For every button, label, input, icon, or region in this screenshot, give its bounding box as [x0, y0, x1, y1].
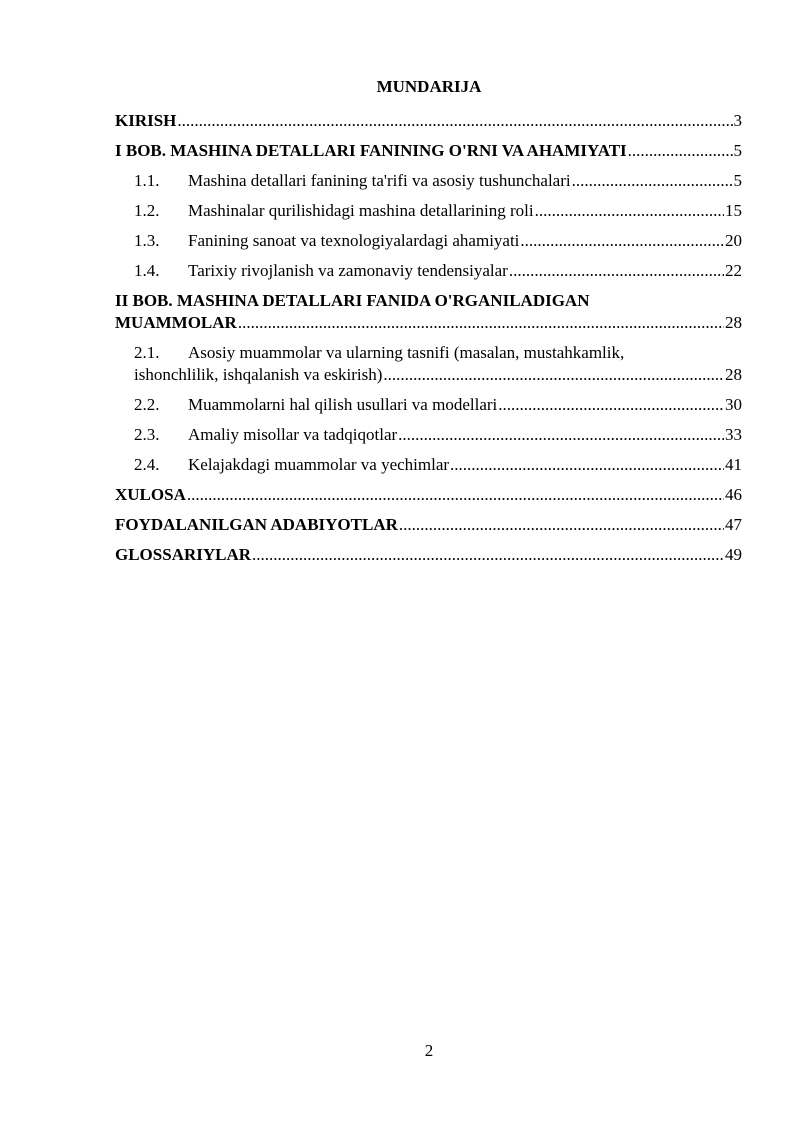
toc-entry-2-3[interactable]: [115, 424, 742, 446]
dot-leader: [498, 394, 724, 416]
toc-entry-page: 5: [733, 141, 742, 160]
dot-leader: [509, 260, 724, 282]
toc-entry-page: 47: [725, 515, 742, 534]
toc-entry-adabiyotlar[interactable]: [115, 514, 742, 536]
toc-entry-2-4[interactable]: [115, 454, 742, 476]
dot-leader: [238, 312, 724, 334]
dot-leader: [399, 514, 724, 536]
toc-entry-label-line2: MUAMMOLAR: [115, 313, 237, 332]
toc-entry-label: Muammolarni hal qilish usullari va modellari: [188, 395, 498, 414]
toc-title: MUNDARIJA: [376, 77, 482, 96]
toc-entry-label: Mashinalar qurilishidagi mashina detallarining roli: [188, 201, 534, 220]
toc-entry-page: 22: [725, 261, 742, 280]
toc-entry-label-line1: Asosiy muammolar va ularning tasnifi (masalan, mustahkamlik,: [188, 343, 625, 362]
toc-entry-page: 20: [725, 231, 742, 250]
dot-leader: [535, 200, 724, 222]
table-of-contents: [115, 110, 742, 574]
dot-leader: [252, 544, 724, 566]
toc-entry-number: 1.1.: [134, 171, 160, 190]
toc-entry-number: 2.3.: [134, 425, 160, 444]
toc-entry-xulosa[interactable]: [115, 484, 742, 506]
toc-entry-1-1[interactable]: [115, 170, 742, 192]
toc-entry-page: 30: [725, 395, 742, 414]
toc-entry-number: 2.2.: [134, 395, 160, 414]
toc-entry-1-4[interactable]: [115, 260, 742, 282]
toc-entry-label: Fanining sanoat va texnologiyalardagi ahamiyati: [188, 231, 520, 250]
dot-leader: [187, 484, 724, 506]
dot-leader: [572, 170, 733, 192]
toc-entry-page: 46: [725, 485, 742, 504]
toc-entry-page: 33: [725, 425, 742, 444]
toc-entry-1-3[interactable]: [115, 230, 742, 252]
toc-entry-page: 49: [725, 545, 742, 564]
dot-leader: [450, 454, 724, 476]
toc-entry-label-line1: II BOB. MASHINA DETALLARI FANIDA O'RGANILADIGAN: [115, 291, 590, 310]
dot-leader: [383, 364, 724, 386]
toc-entry-page: 28: [725, 365, 742, 384]
toc-entry-label: Mashina detallari fanining ta'rifi va asosiy tushunchalari: [188, 171, 571, 190]
toc-entry-label: XULOSA: [115, 485, 186, 504]
toc-entry-2-1[interactable]: [115, 342, 742, 386]
toc-entry-number: 1.4.: [134, 261, 160, 280]
toc-entry-label-line2: ishonchlilik, ishqalanish va eskirish): [134, 365, 383, 384]
toc-entry-glossariylar[interactable]: [115, 544, 742, 566]
dot-leader: [520, 230, 724, 252]
dot-leader: [628, 140, 733, 162]
toc-entry-page: 5: [733, 171, 742, 190]
toc-entry-page: 15: [725, 201, 742, 220]
toc-entry-chapter-2[interactable]: [115, 290, 742, 334]
toc-entry-page: 28: [725, 313, 742, 332]
toc-entry-label: GLOSSARIYLAR: [115, 545, 252, 564]
toc-entry-label: Amaliy misollar va tadqiqotlar: [188, 425, 398, 444]
toc-entry-label: KIRISH: [115, 111, 177, 130]
toc-entry-page: 41: [725, 455, 742, 474]
toc-entry-page: 3: [733, 111, 742, 130]
toc-entry-number: 2.1.: [134, 343, 160, 362]
toc-entry-chapter-1[interactable]: [115, 140, 742, 162]
toc-entry-label: Tarixiy rivojlanish va zamonaviy tendensiyalar: [188, 261, 508, 280]
toc-entry-label: FOYDALANILGAN ADABIYOTLAR: [115, 515, 398, 534]
toc-entry-number: 2.4.: [134, 455, 160, 474]
toc-entry-kirish[interactable]: [115, 110, 742, 132]
toc-entry-number: 1.2.: [134, 201, 160, 220]
toc-entry-label: I BOB. MASHINA DETALLARI FANINING O'RNI VA AHAMIYATI: [115, 141, 627, 160]
toc-entry-2-2[interactable]: [115, 394, 742, 416]
dot-leader: [177, 110, 732, 132]
toc-entry-label: Kelajakdagi muammolar va yechimlar: [188, 455, 450, 474]
page-number: 2: [424, 1041, 434, 1060]
toc-entry-number: 1.3.: [134, 231, 160, 250]
dot-leader: [398, 424, 724, 446]
toc-entry-1-2[interactable]: [115, 200, 742, 222]
